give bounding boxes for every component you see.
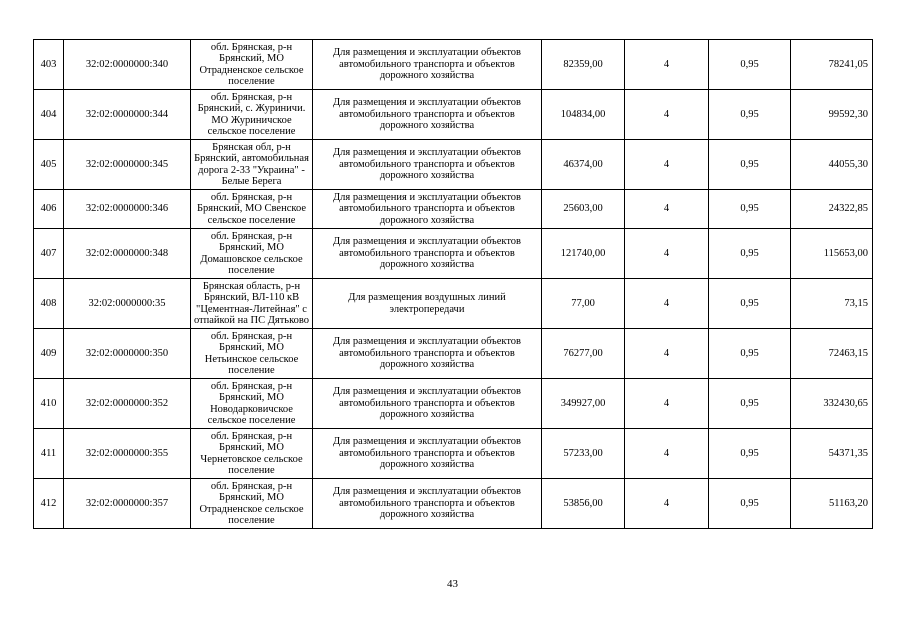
area-value-cell: 349927,00: [542, 379, 625, 429]
coefficient-two-cell: 0,95: [709, 90, 791, 140]
address-cell: обл. Брянская, р-н Брянский, МО Чернетовское сельское поселение: [191, 429, 313, 479]
row-number-cell: 406: [34, 190, 64, 229]
cadastral-value-cell: 73,15: [791, 279, 873, 329]
area-value-cell: 57233,00: [542, 429, 625, 479]
address-cell: обл. Брянская, р-н Брянский, МО Отрадненское сельское поселение: [191, 479, 313, 529]
area-value-cell: 46374,00: [542, 140, 625, 190]
permitted-use-cell: Для размещения и эксплуатации объектов автомобильного транспорта и объектов дорожного хозяйства: [313, 429, 542, 479]
coefficient-two-cell: 0,95: [709, 429, 791, 479]
coefficient-one-cell: 4: [625, 479, 709, 529]
permitted-use-cell: Для размещения и эксплуатации объектов автомобильного транспорта и объектов дорожного хозяйства: [313, 379, 542, 429]
area-value-cell: 25603,00: [542, 190, 625, 229]
cadastral-number-cell: 32:02:0000000:348: [64, 229, 191, 279]
cadastral-number-cell: 32:02:0000000:340: [64, 40, 191, 90]
permitted-use-cell: Для размещения и эксплуатации объектов автомобильного транспорта и объектов дорожного хозяйства: [313, 90, 542, 140]
page-number: 43: [447, 578, 458, 590]
address-cell: обл. Брянская, р-н Брянский, МО Домашовское сельское поселение: [191, 229, 313, 279]
area-value-cell: 82359,00: [542, 40, 625, 90]
address-cell: обл. Брянская, р-н Брянский, МО Нетьинское сельское поселение: [191, 329, 313, 379]
cadastral-value-cell: 54371,35: [791, 429, 873, 479]
cadastral-value-cell: 99592,30: [791, 90, 873, 140]
row-number-cell: 407: [34, 229, 64, 279]
coefficient-one-cell: 4: [625, 40, 709, 90]
cadastral-value-table: [33, 39, 873, 529]
table-row: [34, 140, 873, 190]
coefficient-one-cell: 4: [625, 190, 709, 229]
coefficient-one-cell: 4: [625, 329, 709, 379]
cadastral-value-cell: 72463,15: [791, 329, 873, 379]
table-row: [34, 40, 873, 90]
permitted-use-cell: Для размещения и эксплуатации объектов автомобильного транспорта и объектов дорожного хозяйства: [313, 140, 542, 190]
coefficient-one-cell: 4: [625, 279, 709, 329]
area-value-cell: 104834,00: [542, 90, 625, 140]
cadastral-number-cell: 32:02:0000000:350: [64, 329, 191, 379]
row-number-cell: 411: [34, 429, 64, 479]
address-cell: обл. Брянская, р-н Брянский, МО Отрадненское сельское поселение: [191, 40, 313, 90]
cadastral-value-cell: 332430,65: [791, 379, 873, 429]
area-value-cell: 77,00: [542, 279, 625, 329]
coefficient-one-cell: 4: [625, 379, 709, 429]
table-row: [34, 279, 873, 329]
coefficient-two-cell: 0,95: [709, 40, 791, 90]
cadastral-value-cell: 115653,00: [791, 229, 873, 279]
address-cell: обл. Брянская, р-н Брянский, МО Новодарковичское сельское поселение: [191, 379, 313, 429]
row-number-cell: 403: [34, 40, 64, 90]
table-row: [34, 329, 873, 379]
permitted-use-cell: Для размещения и эксплуатации объектов автомобильного транспорта и объектов дорожного хозяйства: [313, 190, 542, 229]
coefficient-two-cell: 0,95: [709, 279, 791, 329]
coefficient-two-cell: 0,95: [709, 479, 791, 529]
area-value-cell: 53856,00: [542, 479, 625, 529]
cadastral-value-cell: 44055,30: [791, 140, 873, 190]
cadastral-number-cell: 32:02:0000000:355: [64, 429, 191, 479]
cadastral-number-cell: 32:02:0000000:345: [64, 140, 191, 190]
row-number-cell: 405: [34, 140, 64, 190]
cadastral-number-cell: 32:02:0000000:344: [64, 90, 191, 140]
coefficient-two-cell: 0,95: [709, 329, 791, 379]
address-cell: Брянская обл, р-н Брянский, автомобильная дорога 2-33 "Украина" - Белые Берега: [191, 140, 313, 190]
table-row: [34, 479, 873, 529]
coefficient-one-cell: 4: [625, 90, 709, 140]
table-row: [34, 379, 873, 429]
permitted-use-cell: Для размещения и эксплуатации объектов автомобильного транспорта и объектов дорожного хозяйства: [313, 479, 542, 529]
area-value-cell: 76277,00: [542, 329, 625, 379]
table-row: [34, 429, 873, 479]
table-row: [34, 229, 873, 279]
table-row: [34, 90, 873, 140]
address-cell: обл. Брянская, р-н Брянский, МО Свенское сельское поселение: [191, 190, 313, 229]
coefficient-one-cell: 4: [625, 429, 709, 479]
coefficient-two-cell: 0,95: [709, 190, 791, 229]
cadastral-value-cell: 78241,05: [791, 40, 873, 90]
cadastral-number-cell: 32:02:0000000:35: [64, 279, 191, 329]
cadastral-number-cell: 32:02:0000000:357: [64, 479, 191, 529]
cadastral-value-cell: 51163,20: [791, 479, 873, 529]
cadastral-value-cell: 24322,85: [791, 190, 873, 229]
cadastral-number-cell: 32:02:0000000:346: [64, 190, 191, 229]
area-value-cell: 121740,00: [542, 229, 625, 279]
table-row: [34, 190, 873, 229]
row-number-cell: 409: [34, 329, 64, 379]
permitted-use-cell: Для размещения и эксплуатации объектов автомобильного транспорта и объектов дорожного хозяйства: [313, 229, 542, 279]
coefficient-two-cell: 0,95: [709, 229, 791, 279]
coefficient-two-cell: 0,95: [709, 140, 791, 190]
permitted-use-cell: Для размещения и эксплуатации объектов автомобильного транспорта и объектов дорожного хозяйства: [313, 329, 542, 379]
coefficient-two-cell: 0,95: [709, 379, 791, 429]
row-number-cell: 410: [34, 379, 64, 429]
permitted-use-cell: Для размещения воздушных линий электропередачи: [313, 279, 542, 329]
permitted-use-cell: Для размещения и эксплуатации объектов автомобильного транспорта и объектов дорожного хозяйства: [313, 40, 542, 90]
row-number-cell: 404: [34, 90, 64, 140]
row-number-cell: 412: [34, 479, 64, 529]
coefficient-one-cell: 4: [625, 140, 709, 190]
cadastral-number-cell: 32:02:0000000:352: [64, 379, 191, 429]
coefficient-one-cell: 4: [625, 229, 709, 279]
row-number-cell: 408: [34, 279, 64, 329]
address-cell: Брянская область, р-н Брянский, ВЛ-110 кВ "Цементная-Литейная" с отпайкой на ПС Дятьково: [191, 279, 313, 329]
address-cell: обл. Брянская, р-н Брянский, с. Журиничи. МО Журиничское сельское поселение: [191, 90, 313, 140]
